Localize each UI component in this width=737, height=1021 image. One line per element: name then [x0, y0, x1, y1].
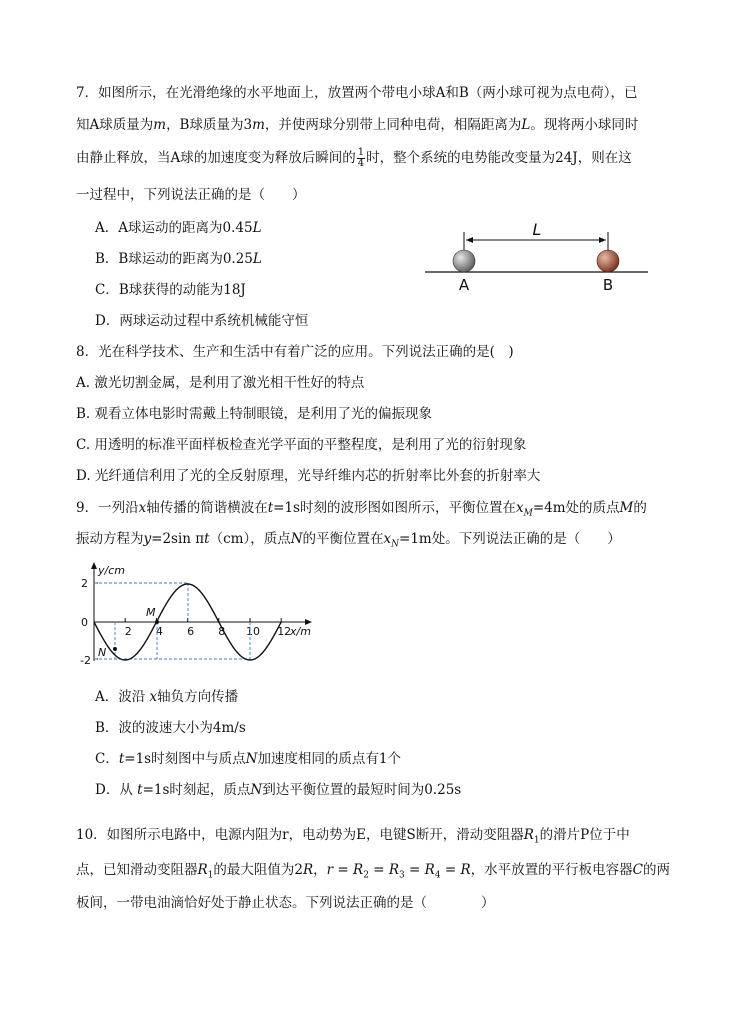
q9-option-b: B．波的波速大小为4m/s [95, 720, 246, 736]
q7-option-b: B．B球运动的距离为0.25L [95, 251, 262, 267]
q10-line-1: 10．如图所示电路中，电源内阻为r，电动势为E，电键S断开，滑动变阻器$R_1$的滑片P位于中 [76, 827, 630, 846]
q8-option-c: C. 用透明的标准平面样板检查光学平面的平整程度，是利用了光的衍射现象 [76, 437, 527, 453]
y-axis-arrow-icon [91, 562, 97, 569]
distance-label: L [532, 220, 542, 239]
y-tick-minus-2: -2 [80, 654, 91, 667]
ball-a [453, 250, 475, 272]
q8-stem: 8．光在科学技术、生产和生活中有着广泛的应用。下列说法正确的是( ) [76, 344, 514, 360]
q7-option-c: C．B球获得的动能为18J [95, 282, 246, 298]
fraction-one-quarter: $\frac{1}{4}$ [357, 147, 365, 169]
ball-b [597, 250, 619, 272]
q10-line-3: 板间，一带电油滴恰好处于静止状态。下列说法正确的是（ ） [76, 895, 495, 911]
q9-line-2: 振动方程为y=2sin πt（cm），质点N的平衡位置在$x_N=1m$处。下列说法正确的是（ ） [76, 531, 621, 550]
q9-option-a: A．波沿 x轴负方向传播 [95, 689, 239, 705]
y-tick-0: 0 [81, 616, 88, 629]
point-n [113, 647, 117, 651]
q7-line-3: 由静止释放，当A球的加速度变为释放后瞬间的 $\frac{1}{4}$ 时，整个系统的电势能改变量为24J，则在这 [76, 147, 632, 169]
x-tick-6: 6 [187, 625, 195, 638]
q7-line-4: 一过程中，下列说法正确的是（ ） [76, 187, 306, 203]
x-tick-4: 4 [155, 625, 163, 638]
q10-line-2: 点，已知滑动变阻器$R_1$的最大阻值为2R，$r = R_2 = R_3 = R_4 = R$，水平放置的平行板电容器C的两 [76, 862, 670, 881]
x-axis-label: x/m [290, 625, 311, 638]
q7-figure [420, 218, 660, 298]
x-tick-12: 12 [277, 625, 292, 638]
q9-wave-graph [80, 560, 320, 670]
x-tick-8: 8 [218, 625, 226, 638]
q8-option-a: A. 激光切割金属，是利用了激光相干性好的特点 [76, 375, 365, 391]
arrow-right-icon [599, 237, 606, 243]
y-axis-label: y/cm [98, 564, 125, 577]
q8-option-d: D. 光纤通信利用了光的全反射原理，光导纤维内芯的折射率比外套的折射率大 [76, 468, 541, 484]
x-tick-10: 10 [246, 625, 260, 638]
q7-line-2: 知A球质量为m，B球质量为3m，并使两球分别带上同种电荷，相隔距离为L。现将两小球同时 [76, 117, 639, 133]
point-m [155, 620, 159, 624]
q7-line-1: 7．如图所示，在光滑绝缘的水平地面上，放置两个带电小球A和B（两小球可视为点电荷），已 [76, 85, 638, 101]
q9-option-d: D．从 t=1s时刻起，质点N到达平衡位置的最短时间为0.25s [95, 782, 462, 798]
ball-a-label: A [458, 276, 470, 294]
q9-option-c: C．t=1s时刻图中与质点N加速度相同的质点有1个 [95, 751, 402, 767]
arrow-left-icon [466, 237, 473, 243]
q7-option-a: A．A球运动的距离为0.45L [95, 220, 262, 236]
q8-option-b: B. 观看立体电影时需戴上特制眼镜，是利用了光的偏振现象 [76, 406, 433, 422]
label-n: N [98, 646, 107, 659]
q7-option-d: D．两球运动过程中系统机械能守恒 [95, 313, 309, 329]
x-tick-2: 2 [124, 625, 132, 638]
label-m: M [146, 606, 156, 619]
ball-b-label: B [602, 276, 614, 294]
y-tick-2: 2 [81, 577, 88, 590]
q9-line-1: 9．一列沿x轴传播的简谐横波在t=1s时刻的波形图如图所示，平衡位置在$x_M=4m$处的质点M的 [76, 500, 647, 519]
